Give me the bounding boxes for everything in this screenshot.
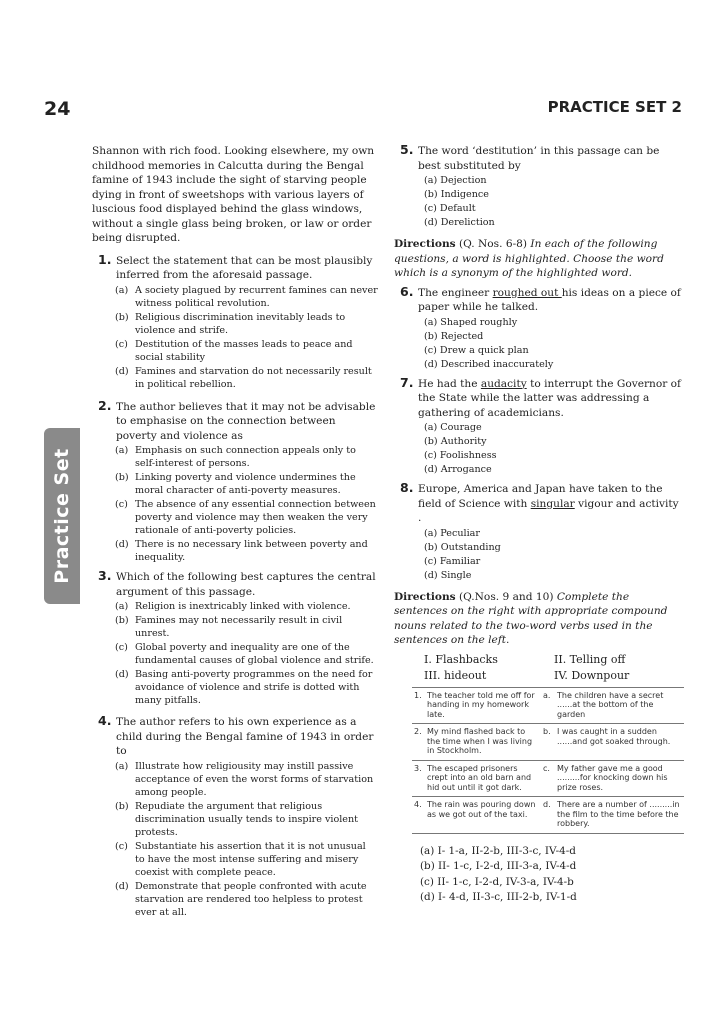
option: (d) Demonstrate that people confronted with acute starvation are rendered too helpless to protest ever at all. <box>115 880 367 918</box>
question-text: Select the statement that can be most plausibly inferred from the aforesaid passage. <box>116 254 373 281</box>
option: (c) Destitution of the masses leads to peace and social stability <box>115 338 353 363</box>
option: (c) The absence of any essential connection between poverty and violence may then weaken the very rationale of anti-poverty policies. <box>115 499 376 536</box>
option: (a) Dejection <box>424 175 487 186</box>
question-number: 1. <box>98 251 112 267</box>
header-title: PRACTICE SET 2 <box>547 98 682 116</box>
question-number: 5. <box>400 142 414 157</box>
question-number: 4. <box>98 713 112 728</box>
option: (c) Familiar <box>424 555 481 567</box>
question-3 <box>92 570 378 707</box>
option: (a) Courage <box>424 422 482 433</box>
option: (b) Authority <box>424 436 487 447</box>
question-number: 8. <box>400 480 414 495</box>
question-text: The author refers to his own experience as a child during the Bengal famine of 1943 in order to <box>116 716 374 757</box>
option: (a) A society plagued by recurrent famines can never witness political revolution. <box>115 284 378 309</box>
question-2 <box>92 397 378 565</box>
compound-noun: II. Telling off <box>554 652 626 666</box>
question-5 <box>394 144 684 229</box>
option: (c) Global poverty and inequality are one of the fundamental causes of global violence and strife. <box>115 642 374 666</box>
directions-9-10: Directions (Q.Nos. 9 and 10) Complete the sentences on the right with appropriate compound nouns related to the two-word verbs used in the sentences on the left. <box>394 590 668 646</box>
side-tab <box>44 428 80 604</box>
option: (a) Illustrate how religiousity may instill passive acceptance of even the worst forms of starvation among people. <box>115 760 374 798</box>
option: (b) Indigence <box>424 189 489 200</box>
question-6: 6. The engineer roughed out his ideas on a piece of paper while he talked. (a) Shaped roughly (b) Rejected (c) Drew a quick plan (d) Described inaccurately <box>394 286 684 371</box>
question-text: The word ‘destitution’ in this passage can be best substituted by <box>418 145 660 172</box>
option: (a) Religion is inextricably linked with violence. <box>115 601 351 612</box>
option: (b) Outstanding <box>424 541 501 553</box>
highlighted-word: audacity <box>480 377 527 390</box>
compound-noun: IV. Downpour <box>554 668 630 682</box>
question-number: 2. <box>98 397 112 413</box>
question-text: The author believes that it may not be advisable to emphasise on the connection between poverty and violence as <box>116 400 376 442</box>
question-number: 7. <box>400 374 414 390</box>
table-row: 3. The escaped prisoners crept into an old barn and hid out until it got dark. c. My father gave me a good .........for knocking down his prize roses. <box>412 760 684 797</box>
question-7: 7. He had the audacity to interrupt the Governor of the State while the latter was addressing a gathering of academicians. (a) Courage (b) Authority (c) Foolishness (d) Arrogance <box>394 377 684 477</box>
table-row: 1. The teacher told me off for handing in my homework late. a. The children have a secret ......at the bottom of the garden <box>412 687 684 724</box>
answer-option: (c) II- 1-c, I-2-d, IV-3-a, IV-4-b <box>420 875 574 888</box>
table-row: 4. The rain was pouring down as we got out of the taxi. d. There are a number of .........in the film to the time before the robbery. <box>412 797 684 834</box>
option: (d) Dereliction <box>424 217 495 228</box>
option: (d) Single <box>424 569 472 581</box>
option: (b) Famines may not necessarily result in civil unrest. <box>115 615 343 639</box>
answer-options <box>420 844 684 906</box>
question-text: Which of the following best captures the central argument of this passage. <box>116 571 376 598</box>
compound-noun: III. hideout <box>424 668 487 682</box>
question-1 <box>92 251 378 391</box>
option: (b) Rejected <box>424 330 484 342</box>
option: (a) Peculiar <box>424 527 480 539</box>
question-8: 8. Europe, America and Japan have taken to the field of Science with singular vigour and activity . (a) Peculiar (b) Outstanding (c) Familiar (d) Single <box>394 482 684 582</box>
left-column <box>92 144 378 919</box>
table-row: 2. My mind flashed back to the time when I was living in Stockholm. b. I was caught in a sudden ......and got soaked through. <box>412 724 684 761</box>
page-number: 24 <box>44 98 71 120</box>
option: (c) Foolishness <box>424 450 497 461</box>
option: (d) Arrogance <box>424 464 492 475</box>
passage-text: Shannon with rich food. Looking elsewhere, my own childhood memories in Calcutta during the Bengal famine of 1943 include the sight of starving people dying in front of sweetshops with various layers of luscious food displayed behind the glass windows, without a single glass being broken, or law or order being disrupted. <box>92 145 375 244</box>
option: (b) Linking poverty and violence undermines the moral character of anti-poverty measures. <box>115 472 356 496</box>
option: (c) Substantiate his assertion that it is not unusual to have the most intense suffering and misery coexist with complete peace. <box>115 840 366 878</box>
compound-noun: I. Flashbacks <box>424 652 498 666</box>
matching-table <box>412 687 684 834</box>
option: (c) Drew a quick plan <box>424 344 529 356</box>
answer-option: (d) I- 4-d, II-3-c, III-2-b, IV-1-d <box>420 891 577 903</box>
option: (a) Shaped roughly <box>424 316 518 328</box>
highlighted-word: singular <box>530 497 575 510</box>
option: (a) Emphasis on such connection appeals only to self-interest of persons. <box>115 445 356 469</box>
option: (d) Described inaccurately <box>424 358 554 370</box>
question-4 <box>92 715 378 919</box>
question-number: 6. <box>400 283 414 299</box>
option: (b) Repudiate the argument that religious discrimination usually tends to inspire violent protests. <box>115 800 359 838</box>
option: (d) Famines and starvation do not necessarily result in political rebellion. <box>115 365 372 390</box>
answer-option: (a) I- 1-a, II-2-b, III-3-c, IV-4-d <box>420 844 576 857</box>
directions-6-8: Directions (Q. Nos. 6-8) In each of the following questions, a word is highlighted. Choose the word which is a synonym of the highlighted word. <box>394 238 664 279</box>
option: (b) Religious discrimination inevitably leads to violence and strife. <box>115 311 346 336</box>
option: (c) Default <box>424 203 476 214</box>
option: (d) Basing anti-poverty programmes on the need for avoidance of violence and strife is dotted with many pitfalls. <box>115 669 373 706</box>
side-tab-label: Practice Set <box>51 448 73 584</box>
highlighted-word: roughed out <box>492 286 562 299</box>
right-column <box>394 144 684 906</box>
question-number: 3. <box>98 568 112 583</box>
option: (d) There is no necessary link between poverty and inequality. <box>115 539 368 563</box>
compound-nouns-list <box>424 652 684 684</box>
answer-option: (b) II- 1-c, I-2-d, III-3-a, IV-4-d <box>420 860 577 872</box>
